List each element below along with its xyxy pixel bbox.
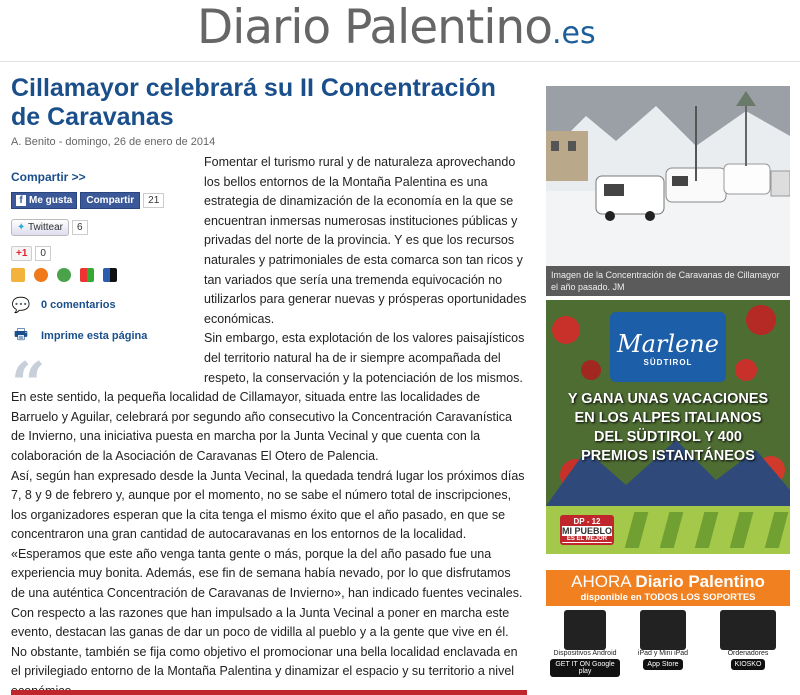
- marlene-line2: EN LOS ALPES ITALIANOS: [574, 410, 762, 426]
- marlene-promo-text: [546, 390, 790, 466]
- twitter-label: Twittear: [28, 222, 64, 233]
- facebook-count: 21: [143, 193, 164, 208]
- twitter-row: [11, 219, 88, 236]
- print-label: Imprime esta página: [41, 330, 148, 342]
- facebook-row: [11, 192, 164, 209]
- computer-device: [710, 610, 786, 670]
- marlene-line4: PREMIOS ISTANTÁNEOS: [581, 448, 755, 464]
- social-icons-row: [11, 268, 117, 282]
- pueblo-tag: DP - 12: [562, 517, 612, 526]
- caravans-snow-image: [546, 86, 790, 296]
- dp-ad-prefix: AHORA: [571, 572, 631, 591]
- devices-row: [546, 610, 790, 695]
- pueblo-line2: ES EL MEJOR: [562, 536, 612, 542]
- kiosko-badge[interactable]: KIOSKO: [731, 659, 766, 670]
- delicious-icon[interactable]: [57, 268, 71, 282]
- comments-link[interactable]: [11, 296, 116, 314]
- article-paragraph: Fomentar el turismo rural y de naturaleza aprovechando los bellos entornos de la Montaña Palentina es una estrategia de dinamización de la economía en la que se encuentran inmersas numerosas instituciones públicas y privadas del norte de la provincia. Y es que los recursos naturales y patrimoniales de esta comarca son tan ricos y tan variados que sería una tremenda equivocación no utilizarlos para generar nuevas y prósperas oportunidades económicas.: [204, 155, 527, 326]
- meneame-icon[interactable]: [11, 268, 25, 282]
- share-title[interactable]: Compartir >>: [11, 170, 86, 184]
- marlene-line3: DEL SÜDTIROL Y 400: [593, 429, 742, 445]
- logo-main: Diario Palentino: [197, 0, 552, 55]
- marlene-logo: [610, 312, 726, 382]
- gplus-count: 0: [35, 246, 51, 261]
- facebook-like-button[interactable]: [11, 192, 77, 209]
- article-paragraph: Así, según han expresado desde la Junta Vecinal, la quedada tendrá lugar los próximos días 7, 8 y 9 de febrero y, aunque por el momento, no se sabe el número total de inscripciones, los organizadores esperan que la cita tenga el mismo éxito que el año pasado, en que se concentraron una gran cantidad de autocaravanas en los entornos de la localidad.: [11, 468, 525, 542]
- blogger-icon[interactable]: [34, 268, 48, 282]
- twitter-bird-icon: ✦: [17, 222, 26, 233]
- diario-palentino-apps-ad[interactable]: [546, 570, 790, 695]
- dp-ad-header: [546, 570, 790, 606]
- article-paragraph: Con respecto a las razones que han impulsado a la Junta Vecinal a poner en marcha este evento, destacan las ganas de dar un poco de vidilla al pueblo y a la gente que vive en él. No obstante, también se fija como objetivo el promocionar una bella localidad enclavada en el privilegiado entorno de la Montaña Palentina y dinamizar el espacio y su territorio a nivel: [11, 605, 518, 679]
- comments-label: 0 comentarios: [41, 299, 116, 311]
- site-logo[interactable]: [197, 0, 596, 55]
- ipad-label: iPad y Mini iPad: [637, 650, 689, 657]
- computer-label: Ordenadores: [727, 650, 769, 657]
- twitter-count: 6: [72, 220, 88, 235]
- article-byline: A. Benito - domingo, 26 de enero de 2014: [11, 136, 216, 148]
- marlene-brand-sub: SÜDTIROL: [643, 358, 693, 367]
- logo-suffix: .es: [551, 16, 596, 51]
- monitor-icon: [720, 610, 776, 650]
- share-column: [11, 170, 201, 420]
- footer-red-bar: [11, 690, 527, 695]
- facebook-like-label: Me gusta: [29, 195, 73, 206]
- marlene-brand: Marlene: [617, 330, 719, 358]
- masthead: [0, 0, 800, 62]
- dp-ad-title: [546, 570, 790, 592]
- quote-mark-icon: “: [11, 350, 46, 420]
- mi-pueblo-ad[interactable]: [546, 506, 790, 554]
- article-paragraph: En este sentido, la pequeña localidad de Cillamayor, situada entre las localidades de Barruelo y Aguilar, celebrará por segundo año consecutivo la Concentración Caravanística de Invierno, una iniciativa puesta en marcha por la Junta Vecinal y que cuenta con la colaboración de la Asociación de Caravanas El Otero de Palencia.: [11, 390, 512, 463]
- facebook-icon: f: [16, 195, 26, 206]
- marlene-ad[interactable]: [546, 300, 790, 506]
- delicious-squares-icon[interactable]: [103, 268, 117, 282]
- windows-live-icon[interactable]: [80, 268, 94, 282]
- photo-caption: Imagen de la Concentración de Caravanas de Cillamayor el año pasado. JM: [546, 266, 790, 296]
- pueblo-badge: [560, 515, 614, 545]
- pueblo-line1: MI PUEBLO: [562, 526, 613, 536]
- facebook-share-button[interactable]: Compartir: [80, 192, 140, 209]
- twitter-button[interactable]: [11, 219, 69, 236]
- article-body: [11, 153, 527, 695]
- ipad-device: [628, 610, 698, 670]
- printer-icon: 🖶: [13, 325, 29, 343]
- dp-ad-sub: disponible en TODOS LOS SOPORTES: [580, 592, 756, 603]
- android-label: Dispositivos Android: [553, 650, 617, 657]
- article-paragraph: Sin embargo, esta explotación de los valores paisajísticos del territorio natural ha de ir siempre acompañada del respeto, la conservación y la potenciación de los mismos.: [204, 331, 525, 385]
- android-phone-icon: [564, 610, 606, 650]
- article-photo[interactable]: [546, 86, 790, 296]
- article-paragraph: «Esperamos que este año venga tanta gente o más, porque la del año pasado fue una experiencia muy bonita. Además, ese fin de semana había nevado, por lo que disfrutamos de una auténtica Concentración de Caravanas de Invierno», han indicado fuentes vecinales.: [11, 546, 523, 601]
- android-device: [550, 610, 620, 677]
- google-play-badge[interactable]: GET IT ON Google play: [550, 659, 620, 677]
- print-link[interactable]: [11, 327, 147, 345]
- app-store-badge[interactable]: App Store: [643, 659, 682, 670]
- ipad-icon: [640, 610, 686, 650]
- comment-bubble-icon: 💬: [11, 297, 31, 314]
- dp-ad-brand: Diario Palentino: [635, 572, 765, 591]
- gplus-row: [11, 246, 51, 261]
- article-title: Cillamayor celebrará su II Concentración de Caravanas: [11, 74, 496, 131]
- marlene-line1: Y GANA UNAS VACACIONES: [567, 391, 769, 407]
- gplus-button[interactable]: +1: [11, 246, 32, 261]
